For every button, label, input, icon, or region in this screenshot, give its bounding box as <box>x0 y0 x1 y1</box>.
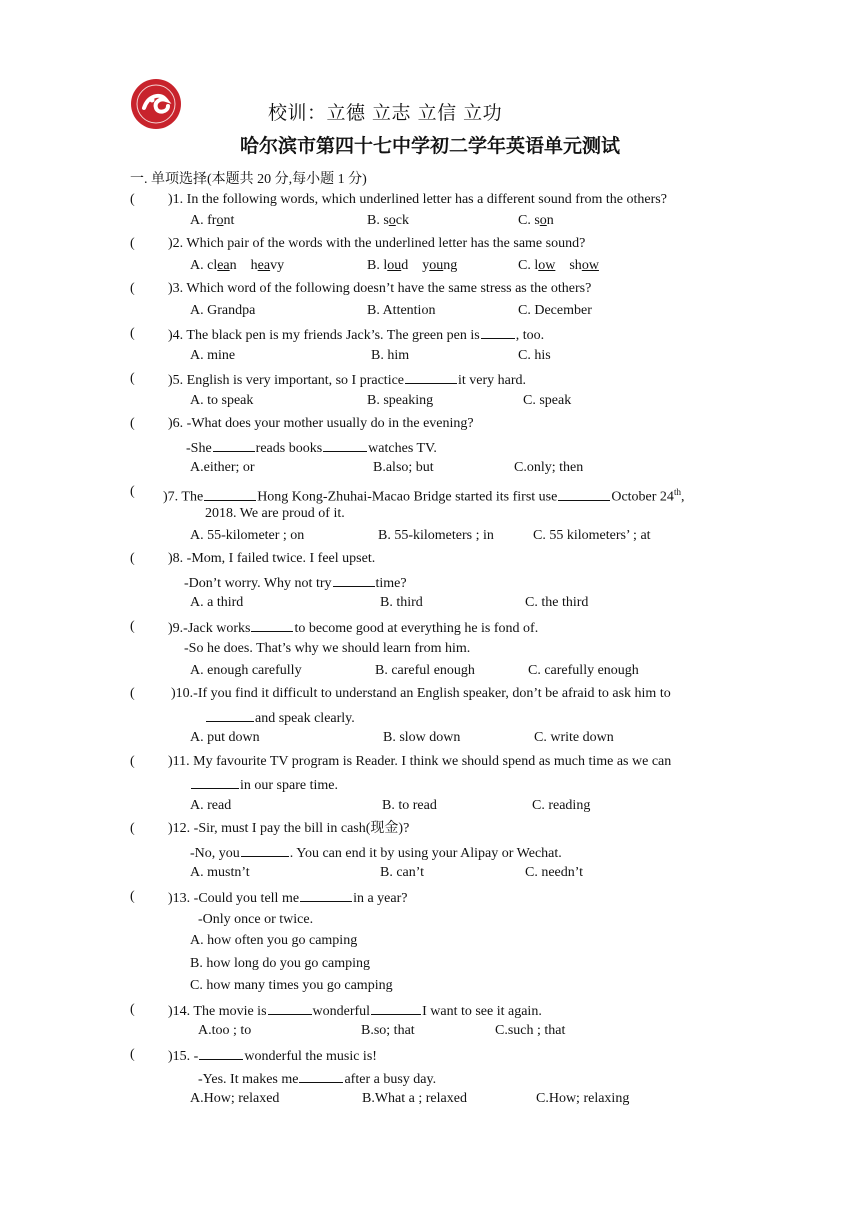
question-7-option-a[interactable]: A. 55-kilometer ; on <box>190 528 305 543</box>
answer-blank[interactable] <box>323 438 367 452</box>
question-5-paren: ( <box>130 371 135 386</box>
question-7-option-c[interactable]: C. 55 kilometers’ ; at <box>533 528 651 543</box>
question-8-option-c[interactable]: C. the third <box>525 595 589 610</box>
question-5-option-c[interactable]: C. speak <box>523 393 572 408</box>
question-3-option-a[interactable]: A. Grandpa <box>190 303 256 318</box>
question-9-option-a[interactable]: A. enough carefully <box>190 663 302 678</box>
answer-blank[interactable] <box>371 1001 421 1015</box>
question-12-option-b[interactable]: B. can’t <box>380 865 425 880</box>
question-3-paren: ( <box>130 281 135 296</box>
question-10-stem: )10.-If you find it difficult to understand an English speaker, don’t be afraid to ask him to <box>171 686 671 701</box>
answer-blank[interactable] <box>268 1001 312 1015</box>
answer-blank[interactable] <box>405 370 457 384</box>
question-7-option-b[interactable]: B. 55-kilometers ; in <box>378 528 494 543</box>
question-3-option-c[interactable]: C. December <box>518 303 592 318</box>
question-7-stem: )7. The Hong Kong-Zhuhai-Macao Bridge started its first use October 24th, <box>163 487 685 505</box>
question-2-option-b[interactable]: B. loud young <box>367 258 458 273</box>
question-15-stem: )15. - wonderful the music is! <box>168 1046 377 1066</box>
question-14-option-a[interactable]: A.too ; to <box>198 1023 252 1038</box>
question-15-option-a[interactable]: A.How; relaxed <box>190 1091 280 1106</box>
question-12-stem: )12. -Sir, must I pay the bill in cash(现金)? <box>168 821 410 836</box>
question-10-option-a[interactable]: A. put down <box>190 730 260 745</box>
question-4-paren: ( <box>130 326 135 341</box>
question-10-line-2: and speak clearly. <box>205 708 355 728</box>
question-8-paren: ( <box>130 551 135 566</box>
question-6-stem: )6. -What does your mother usually do in the evening? <box>168 416 474 431</box>
question-13-line-2: -Only once or twice. <box>198 912 314 927</box>
question-8-stem: )8. -Mom, I failed twice. I feel upset. <box>168 551 376 566</box>
question-11-line-2: in our spare time. <box>190 775 338 795</box>
page-title: 哈尔滨市第四十七中学初二学年英语单元测试 <box>239 135 620 157</box>
question-12-line-2: -No, you . You can end it by using your Alipay or Wechat. <box>190 843 562 863</box>
answer-blank[interactable] <box>191 775 239 789</box>
school-motto: 校训：立德 立志 立信 立功 <box>268 102 503 124</box>
question-13-paren: ( <box>130 889 135 904</box>
question-6-option-b[interactable]: B.also; but <box>373 460 434 475</box>
question-15-option-b[interactable]: B.What a ; relaxed <box>362 1091 467 1106</box>
question-9-option-b[interactable]: B. careful enough <box>375 663 475 678</box>
question-10-option-b[interactable]: B. slow down <box>383 730 461 745</box>
question-14-option-b[interactable]: B.so; that <box>361 1023 415 1038</box>
question-11-stem: )11. My favourite TV program is Reader. I think we should spend as much time as we can <box>168 754 672 769</box>
answer-blank[interactable] <box>558 487 610 501</box>
question-8-line-2: -Don’t worry. Why not try time? <box>184 573 407 593</box>
question-5-option-a[interactable]: A. to speak <box>190 393 254 408</box>
answer-blank[interactable] <box>204 487 256 501</box>
question-8-option-a[interactable]: A. a third <box>190 595 244 610</box>
question-14-paren: ( <box>130 1002 135 1017</box>
question-11-option-a[interactable]: A. read <box>190 798 232 813</box>
question-14-option-c[interactable]: C.such ; that <box>495 1023 566 1038</box>
question-12-paren: ( <box>130 821 135 836</box>
question-5-option-b[interactable]: B. speaking <box>367 393 434 408</box>
question-7-paren: ( <box>130 484 135 499</box>
question-12-option-c[interactable]: C. needn’t <box>525 865 584 880</box>
answer-blank[interactable] <box>299 1069 343 1083</box>
question-11-option-b[interactable]: B. to read <box>382 798 437 813</box>
question-15-paren: ( <box>130 1047 135 1062</box>
question-11-paren: ( <box>130 754 135 769</box>
question-1-option-a[interactable]: A. front <box>190 213 235 228</box>
question-4-option-a[interactable]: A. mine <box>190 348 236 363</box>
section-heading: 一. 单项选择(本题共 20 分,每小题 1 分) <box>130 172 367 187</box>
question-6-option-a[interactable]: A.either; or <box>190 460 255 475</box>
question-1-stem: )1. In the following words, which underlined letter has a different sound from the others? <box>168 192 667 207</box>
answer-blank[interactable] <box>300 888 352 902</box>
question-6-option-c[interactable]: C.only; then <box>514 460 584 475</box>
question-13-option-b[interactable]: B. how long do you go camping <box>190 956 371 971</box>
answer-blank[interactable] <box>481 325 515 339</box>
question-10-option-c[interactable]: C. write down <box>534 730 614 745</box>
question-4-option-b[interactable]: B. him <box>371 348 410 363</box>
answer-blank[interactable] <box>206 708 254 722</box>
answer-blank[interactable] <box>241 843 289 857</box>
question-10-paren: ( <box>130 686 135 701</box>
question-14-stem: )14. The movie is wonderful I want to see it again. <box>168 1001 542 1021</box>
question-13-stem: )13. -Could you tell me in a year? <box>168 888 407 908</box>
question-1: ( <box>130 192 135 207</box>
question-2-option-a[interactable]: A. clean heavy <box>190 258 285 273</box>
question-2-stem: )2. Which pair of the words with the underlined letter has the same sound? <box>168 236 586 251</box>
question-2-option-c[interactable]: C. low show <box>518 258 599 273</box>
question-5-stem: )5. English is very important, so I practice it very hard. <box>168 370 526 390</box>
question-1-option-b[interactable]: B. sock <box>367 213 410 228</box>
question-3-stem: )3. Which word of the following doesn’t have the same stress as the others? <box>168 281 592 296</box>
question-3-option-b[interactable]: B. Attention <box>367 303 436 318</box>
question-8-option-b[interactable]: B. third <box>380 595 423 610</box>
question-15-line-2: -Yes. It makes me after a busy day. <box>198 1069 436 1089</box>
question-4-stem: )4. The black pen is my friends Jack’s. The green pen is , too. <box>168 325 544 345</box>
question-2-paren: ( <box>130 236 135 251</box>
question-7-line-2: 2018. We are proud of it. <box>205 506 345 521</box>
question-9-option-c[interactable]: C. carefully enough <box>528 663 639 678</box>
question-9-stem: )9.-Jack works to become good at everything he is fond of. <box>168 618 538 638</box>
question-15-option-c[interactable]: C.How; relaxing <box>536 1091 630 1106</box>
question-13-option-c[interactable]: C. how many times you go camping <box>190 978 393 993</box>
question-11-option-c[interactable]: C. reading <box>532 798 591 813</box>
answer-blank[interactable] <box>333 573 375 587</box>
question-9-paren: ( <box>130 619 135 634</box>
question-4-option-c[interactable]: C. his <box>518 348 551 363</box>
answer-blank[interactable] <box>213 438 255 452</box>
question-1-option-c[interactable]: C. son <box>518 213 554 228</box>
school-logo <box>130 78 182 130</box>
answer-blank[interactable] <box>251 618 293 632</box>
question-12-option-a[interactable]: A. mustn’t <box>190 865 250 880</box>
question-6-paren: ( <box>130 416 135 431</box>
question-9-line-2: -So he does. That’s why we should learn from him. <box>184 641 471 656</box>
answer-blank[interactable] <box>199 1046 243 1060</box>
question-13-option-a[interactable]: A. how often you go camping <box>190 933 358 948</box>
question-6-line-2: -She reads books watches TV. <box>186 438 437 458</box>
